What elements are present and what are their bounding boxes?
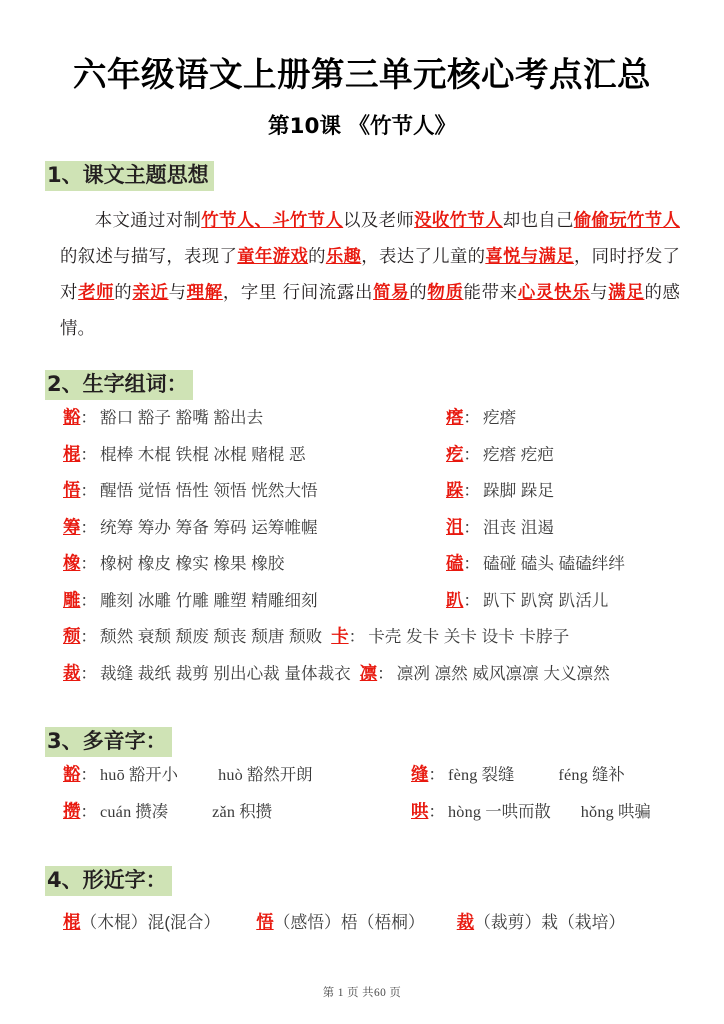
pinyin-reading-2: huò — [218, 766, 243, 785]
polyphone-entry-right — [411, 766, 625, 784]
pinyin-reading-1: cuán — [100, 803, 132, 822]
headword-character: 棍 — [63, 443, 81, 464]
headword-character: 瘩 — [446, 407, 464, 428]
similar-character-group — [63, 914, 220, 932]
vocabulary-entry-right — [446, 555, 625, 573]
similar-character-group — [256, 914, 424, 932]
keyword-highlight: 偷偷玩竹节人 — [573, 210, 680, 231]
vocabulary-entry-left — [63, 555, 446, 573]
entry-colon: ： — [80, 444, 97, 464]
page-footer: 第 1 页 共60 页 — [322, 987, 402, 999]
headword-character: 趴 — [446, 589, 464, 610]
paragraph-text: 与 — [168, 281, 187, 302]
entry-words: 橡树 橡皮 橡实 橡果 橡胶 — [100, 554, 285, 574]
keyword-highlight: 亲近 — [132, 281, 169, 302]
entry-colon: ： — [80, 802, 97, 822]
entry-words: 跺脚 跺足 — [483, 481, 554, 501]
similar-character-row — [63, 905, 684, 948]
section-1-heading: 1、课文主题思想 — [45, 161, 214, 191]
vocabulary-entry-right — [331, 628, 569, 646]
entry-colon: ： — [428, 802, 445, 822]
keyword-highlight: 乐趣 — [325, 245, 362, 266]
headword-character: 悟 — [256, 912, 274, 933]
keyword-highlight: 心灵快乐 — [517, 281, 591, 302]
section-similar-characters — [45, 866, 686, 948]
pinyin-word-2: 缝补 — [591, 766, 625, 785]
entry-words: 雕刻 冰雕 竹雕 雕塑 精雕细刻 — [100, 590, 318, 610]
section-theme — [45, 161, 686, 346]
headword-character: 沮 — [446, 516, 464, 537]
pinyin-reading-2: féng — [558, 766, 588, 785]
vocabulary-entry-left — [63, 628, 331, 646]
pinyin-word-2: 豁然开朗 — [246, 766, 313, 785]
entry-colon: ： — [80, 408, 97, 428]
entry-words: 醒悟 觉悟 悟性 领悟 恍然大悟 — [100, 481, 318, 501]
vocabulary-row — [63, 628, 684, 665]
entry-words: 颓然 衰颓 颓废 颓丧 颓唐 颓败 — [100, 627, 323, 647]
headword-character: 攒 — [63, 801, 81, 822]
vocabulary-entry-left — [63, 589, 446, 610]
vocabulary-row — [63, 443, 684, 483]
section-polyphones — [45, 727, 686, 840]
vocabulary-entry-right — [446, 443, 554, 464]
section-3-heading: 3、多音字： — [45, 727, 172, 757]
polyphone-entry-right — [411, 803, 651, 821]
vocabulary-entry-right — [446, 589, 609, 610]
entry-words: 疙瘩 — [483, 408, 517, 428]
vocabulary-entry-right — [446, 516, 554, 537]
keyword-highlight: 物质 — [427, 281, 464, 302]
keyword-highlight: 没收竹节人 — [414, 210, 503, 231]
paragraph-text: ，表达了儿童的 — [361, 245, 486, 266]
headword-character: 豁 — [63, 764, 81, 785]
vocabulary-row — [63, 482, 684, 519]
similar-character-pairs: （感悟）梧（梧桐） — [273, 913, 425, 933]
headword-character: 雕 — [63, 589, 81, 610]
polyphone-list — [45, 757, 686, 840]
entry-words: 卡壳 发卡 关卡 设卡 卡脖子 — [368, 627, 570, 647]
vocabulary-entry-left — [63, 443, 446, 464]
polyphone-entry-left — [63, 766, 411, 784]
vocabulary-row — [63, 555, 684, 592]
paragraph-text: 的 — [409, 281, 428, 302]
entry-colon: ： — [463, 517, 480, 537]
headword-character: 橡 — [63, 553, 81, 574]
headword-character: 裁 — [63, 662, 81, 683]
entry-words: 趴下 趴窝 趴活儿 — [483, 590, 609, 610]
vocabulary-entry-right — [446, 482, 554, 500]
entry-colon: ： — [80, 517, 97, 537]
paragraph-text: 却也自己 — [502, 210, 574, 231]
similar-character-pairs: （木棍）混(混合） — [80, 913, 221, 933]
pinyin-word-1: 攒凑 — [135, 803, 169, 822]
headword-character: 卡 — [331, 626, 349, 647]
entry-colon: ： — [377, 663, 394, 683]
vocabulary-entry-right — [446, 409, 516, 427]
paragraph-text: 的感情。 — [60, 281, 681, 338]
headword-character: 跺 — [446, 480, 464, 501]
vocabulary-entry-left — [63, 409, 446, 427]
entry-words: 统筹 筹办 筹备 筹码 运筹帷幄 — [100, 517, 318, 537]
entry-colon: ： — [463, 481, 480, 501]
headword-character: 裁 — [456, 912, 475, 933]
headword-character: 豁 — [63, 407, 81, 428]
entry-colon: ： — [348, 627, 366, 647]
entry-colon: ： — [80, 663, 97, 683]
pinyin-reading-1: huō — [100, 766, 125, 785]
paragraph-text: 能带来 — [463, 281, 518, 302]
pinyin-word-2: 哄骗 — [617, 803, 651, 822]
entry-colon: ： — [80, 627, 97, 647]
paragraph-text: 的 — [308, 245, 326, 266]
similar-character-group — [457, 914, 625, 932]
entry-colon: ： — [463, 554, 480, 574]
pinyin-reading-1: fèng — [448, 766, 478, 785]
headword-character: 缝 — [411, 764, 429, 785]
entry-words: 凛冽 凛然 威风凛凛 大义凛然 — [396, 663, 610, 683]
headword-character: 哄 — [411, 801, 429, 822]
keyword-highlight: 老师 — [78, 281, 115, 302]
vocabulary-row — [63, 409, 684, 446]
entry-words: 疙瘩 疙疤 — [483, 444, 554, 464]
headword-character: 颓 — [63, 626, 81, 647]
headword-character: 悟 — [63, 480, 81, 501]
entry-words: 沮丧 沮遏 — [483, 517, 554, 537]
paragraph-text: 的叙述与描写，表现了 — [60, 245, 238, 266]
headword-character: 磕 — [446, 553, 464, 574]
entry-colon: ： — [80, 765, 97, 785]
vocabulary-row — [63, 662, 684, 702]
entry-colon: ： — [80, 590, 97, 610]
pinyin-word-1: 一哄而散 — [485, 803, 551, 822]
entry-colon: ： — [80, 481, 97, 501]
section-2-heading: 2、生字组词： — [45, 370, 193, 400]
paragraph-text: 与 — [590, 281, 609, 302]
similar-character-pairs: （裁剪）栽（栽培） — [474, 913, 626, 933]
entry-words: 磕碰 磕头 磕磕绊绊 — [483, 554, 625, 574]
pinyin-reading-1: hòng — [448, 803, 482, 822]
section-new-words — [45, 370, 686, 701]
headword-character: 疙 — [446, 443, 464, 464]
paragraph-text: 以及老师 — [343, 210, 415, 231]
keyword-highlight: 简易 — [373, 281, 410, 302]
theme-paragraph — [45, 191, 686, 346]
headword-character: 棍 — [63, 912, 81, 933]
pinyin-word-1: 豁开小 — [128, 766, 179, 785]
vocabulary-row — [63, 516, 684, 556]
keyword-highlight: 童年游戏 — [237, 245, 309, 266]
paragraph-text: 本文通过对制 — [94, 210, 202, 231]
vocabulary-row — [63, 589, 684, 629]
similar-character-list — [45, 896, 686, 948]
section-4-heading: 4、形近字： — [45, 866, 172, 896]
vocabulary-entry-left — [63, 516, 446, 537]
paragraph-text: ，同时抒发了对 — [60, 245, 681, 302]
pinyin-word-2: 积攒 — [239, 803, 272, 822]
entry-colon: ： — [428, 765, 445, 785]
entry-colon: ： — [463, 408, 480, 428]
lesson-subtitle: 第10课 《竹节人》 — [268, 113, 456, 139]
headword-character: 筹 — [63, 516, 81, 537]
entry-colon: ： — [80, 554, 97, 574]
vocabulary-entry-left — [63, 482, 446, 500]
keyword-highlight: 喜悦与满足 — [485, 245, 574, 266]
pinyin-word-1: 裂缝 — [481, 766, 515, 785]
pinyin-reading-2: zǎn — [212, 803, 236, 822]
polyphone-entry-left — [63, 803, 411, 821]
paragraph-text: ，字里 行间流露出 — [222, 281, 374, 302]
vocabulary-entry-left — [63, 662, 360, 683]
pinyin-reading-2: hǒng — [580, 803, 614, 822]
entry-words: 裁缝 裁纸 裁剪 别出心裁 量体裁衣 — [100, 663, 351, 683]
polyphone-row — [63, 766, 684, 803]
entry-words: 豁口 豁子 豁嘴 豁出去 — [100, 408, 264, 428]
keyword-highlight: 满足 — [608, 281, 645, 302]
vocabulary-entry-right — [359, 662, 610, 683]
vocabulary-list — [45, 400, 686, 701]
headword-character: 凛 — [359, 662, 378, 683]
polyphone-row — [63, 803, 684, 840]
keyword-highlight: 理解 — [186, 281, 223, 302]
keyword-highlight: 竹节人、斗竹节人 — [201, 210, 344, 231]
entry-colon: ： — [463, 590, 480, 610]
paragraph-text: 的 — [114, 281, 133, 302]
entry-colon: ： — [463, 444, 480, 464]
entry-words: 棍棒 木棍 铁棍 冰棍 赌棍 恶 — [100, 444, 306, 464]
page-title: 六年级语文上册第三单元核心考点汇总 — [73, 55, 651, 94]
